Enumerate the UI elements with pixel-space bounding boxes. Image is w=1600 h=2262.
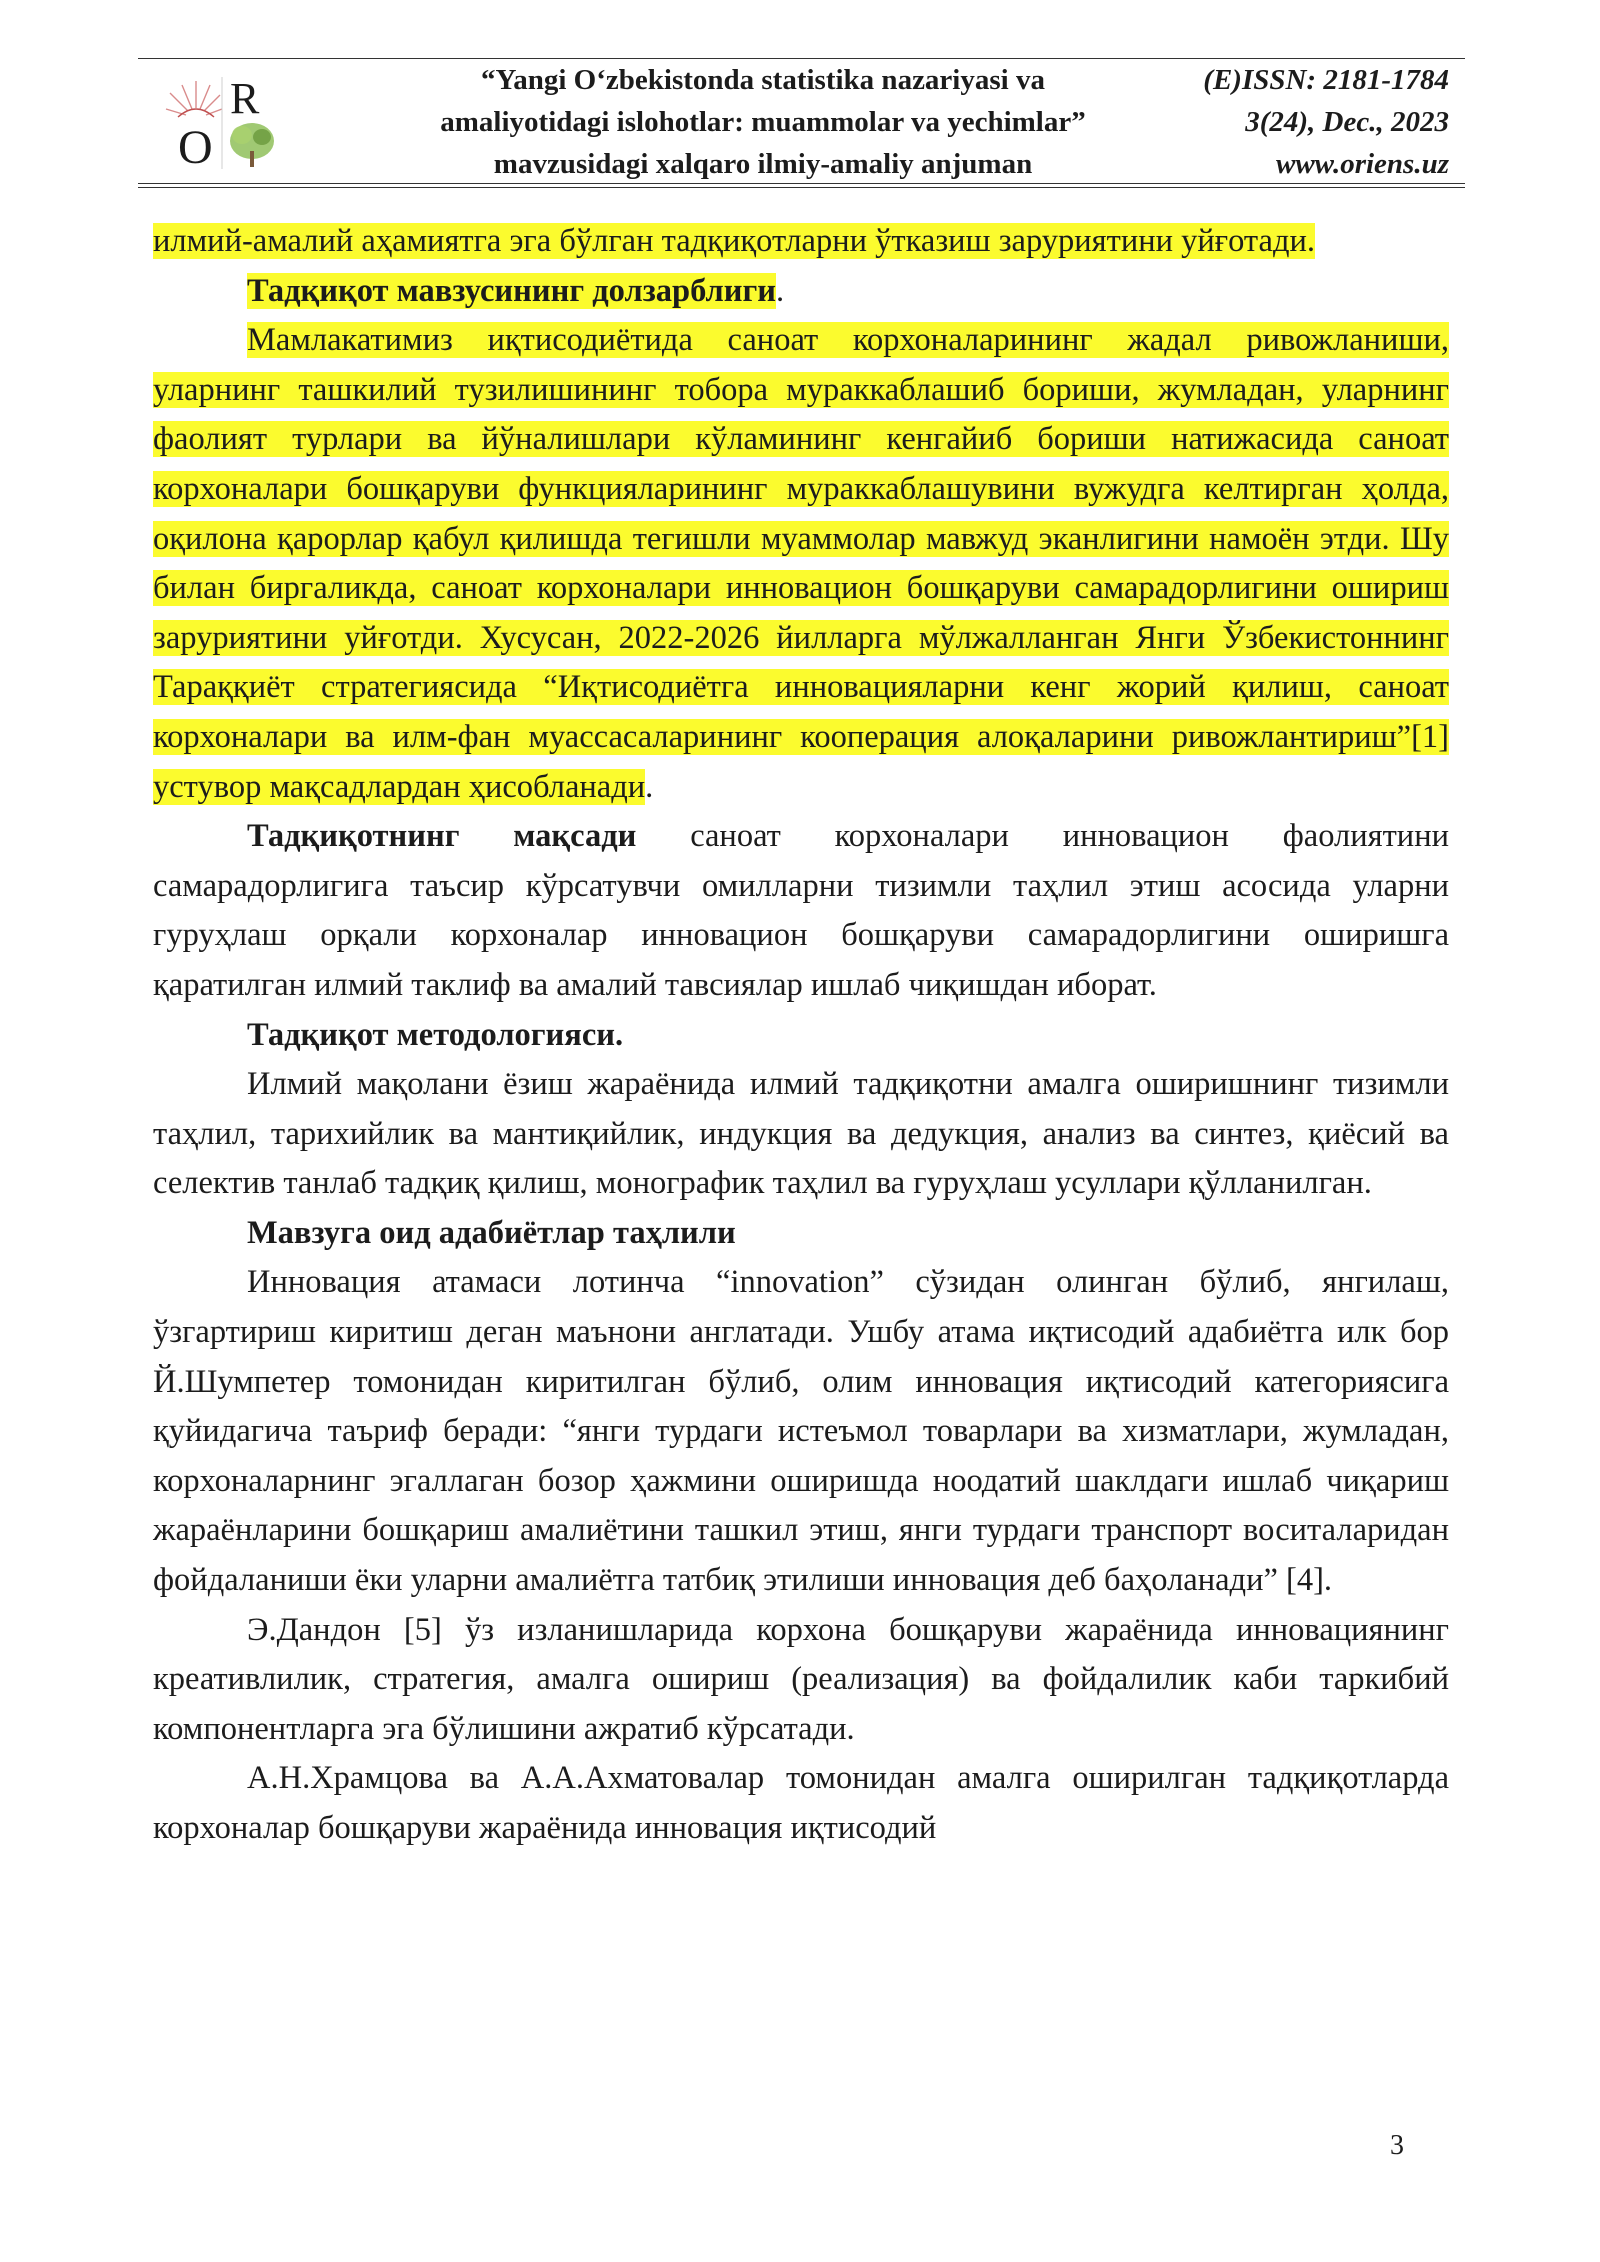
paragraph-khramtsova: А.Н.Храмцова ва А.А.Ахматовалар томонидан амалга оширилган тадқиқотларда корхоналар бошқаруви жараёнида инновация иқтисодий bbox=[153, 1760, 1449, 1846]
logo-letter-r: R bbox=[230, 74, 260, 123]
paragraph-relevance bbox=[153, 316, 1449, 812]
page-header bbox=[138, 58, 1465, 188]
website-link[interactable]: www.oriens.uz bbox=[1276, 148, 1449, 180]
highlighted-text: илмий-амалий аҳамиятга эга бўлган тадқиқотларни ўтказиш заруриятини уйғотади. bbox=[153, 223, 1316, 259]
conference-title-line-1: “Yangi O‘zbekistonda statistika nazariyasi va bbox=[481, 64, 1045, 96]
conference-title bbox=[348, 59, 1178, 185]
purpose-text: саноат корхоналари инновацион фаолиятини самарадорлигига таъсир кўрсатувчи омилларни тизимли таҳлил этиш асосида уларни гуруҳлаш орқали корхоналар инновацион бошқаруви самарадорлигини оширишга қаратилган илмий таклиф ва амалий тавсиялар ишлаб чиқишдан иборат. bbox=[153, 818, 1449, 1003]
section-heading-methodology: Тадқиқот методологияси. bbox=[247, 1016, 624, 1053]
journal-info bbox=[1203, 59, 1449, 185]
paragraph-dandon: Э.Дандон [5] ўз изланишларида корхона бошқаруви жараёнида инновациянинг креативлилик, стратегия, амалга ошириш (реализация) ва фойдалилик каби таркибий компонентларга эга бўлишини ажратиб кўрсатади. bbox=[153, 1611, 1449, 1747]
conference-title-line-3: mavzusidagi xalqaro ilmiy-amaliy anjuman bbox=[493, 148, 1033, 180]
paragraph-continuation bbox=[153, 217, 1449, 267]
issn: (E)ISSN: 2181-1784 bbox=[1203, 64, 1449, 96]
article-body bbox=[153, 217, 1449, 1854]
paragraph-innovation-definition: Инновация атамаси лотинча “innovation” сўзидан олинган бўлиб, янгилаш, ўзгартириш киритиш деган маънони англатади. Ушбу атама иқтисодий адабиётга илк бор Й.Шумпетер томонидан киритилган бўлиб, олим инновация иқтисодий категориясига қуйидагича таъриф беради: “янги турдаги истеъмол товарлари ва хизматлари, жумладан, корхоналарнинг эгаллаган бозор ҳажмини оширишда ноодатий шаклдаги ишлаб чиқариш жараёнларини бошқариш амалиётини ташкил этиш, янги турдаги транспорт воситаларидан фойдаланиши ёки уларни амалиётга татбиқ этилиши инновация деб баҳоланади” [4]. bbox=[153, 1264, 1449, 1599]
sentence-period: . bbox=[645, 768, 654, 805]
heading-period: . bbox=[775, 272, 785, 309]
logo-letter-o: O bbox=[178, 121, 213, 173]
highlighted-text: Мамлакатимиз иқтисодиётида саноат корхоналарининг жадал ривожланиши, уларнинг ташкилий тузилишининг тобора мураккаблашиб бориши, жумладан, уларнинг фаолият турлари ва йўналишлари кўламининг кенгайиб бориши натижасида саноат корхоналари бошқаруви функцияларининг мураккаблашувини вужудга келтирган ҳолда, оқилона қарорлар қабул қилишда тегишли муаммолар мавжуд эканлигини намоён этди. Шу билан биргаликда, саноат корхоналари инновацион бошқаруви самарадорлигини ошириш заруриятини уйғотди. Хусусан, 2022-2026 йилларга мўлжалланган Янги Ўзбекистоннинг Тараққиёт стратегиясида “Иқтисодиётга инновацияларни кенг жорий қилиш, саноат корхоналари ва илм-фан муассасаларининг кооперация алоқаларини ривожлантириш”[1] устувор мақсадлардан ҳисобланади bbox=[153, 322, 1449, 805]
paragraph-methodology: Илмий мақолани ёзиш жараёнида илмий тадқиқотни амалга оширишнинг тизимли таҳлил, тарихийлик ва мантиқийлик, индукция ва дедукция, анализ ва синтез, қиёсий ва селектив танлаб тадқиқ қилиш, монографик таҳлил ва гуруҳлаш усуллари қўлланилган. bbox=[153, 1066, 1449, 1202]
sunburst-icon bbox=[166, 81, 222, 117]
tree-icon bbox=[230, 123, 274, 167]
heading-purpose: Тадқиқотнинг мақсади bbox=[247, 818, 637, 855]
page-number: 3 bbox=[1390, 2130, 1404, 2161]
section-heading-relevance bbox=[153, 267, 1449, 317]
issue: 3(24), Dec., 2023 bbox=[1245, 106, 1449, 138]
paragraph-purpose bbox=[153, 812, 1449, 1010]
conference-title-line-2: amaliyotidagi islohotlar: muammolar va yechimlar” bbox=[440, 106, 1086, 138]
section-heading-literature: Мавзуга оид адабиётлар таҳлили bbox=[247, 1214, 736, 1251]
heading-relevance: Тадқиқот мавзусининг долзарблиги bbox=[247, 272, 776, 309]
journal-logo bbox=[158, 71, 286, 173]
